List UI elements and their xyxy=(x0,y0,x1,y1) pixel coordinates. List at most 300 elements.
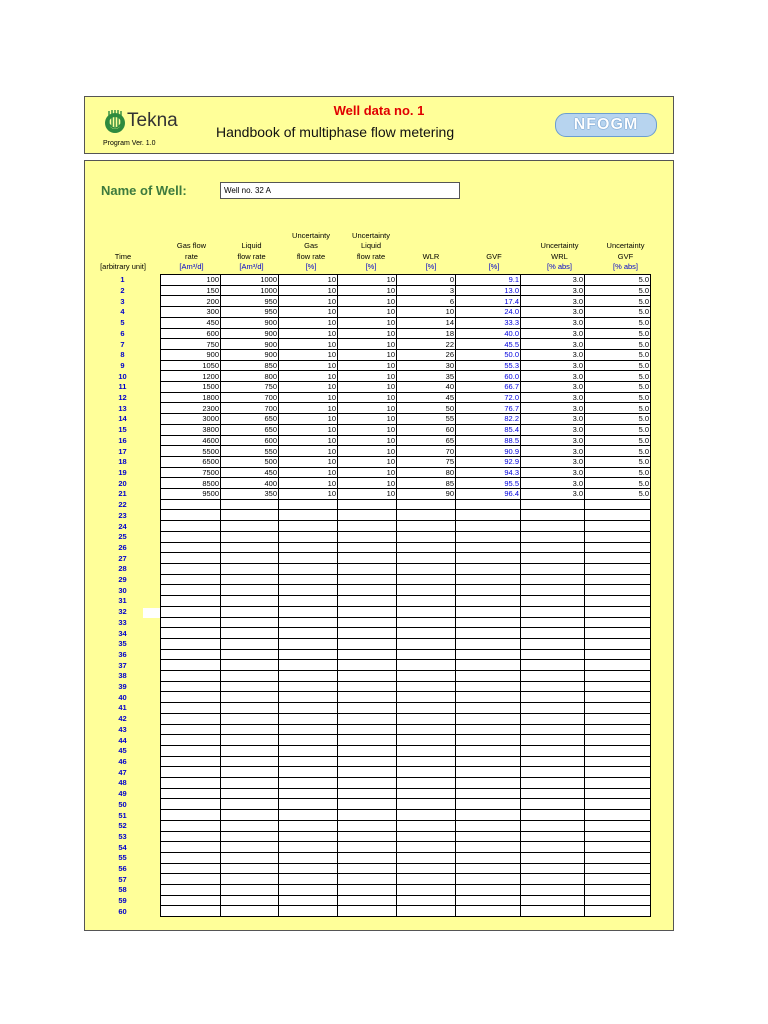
data-cell[interactable] xyxy=(585,606,651,617)
data-cell[interactable] xyxy=(521,638,585,649)
data-cell[interactable] xyxy=(585,895,651,906)
data-cell[interactable] xyxy=(221,671,279,682)
data-cell[interactable] xyxy=(338,820,397,831)
data-cell[interactable]: 3.0 xyxy=(521,360,585,371)
data-cell[interactable] xyxy=(521,735,585,746)
data-cell[interactable]: 55.3 xyxy=(456,360,521,371)
data-cell[interactable]: 35 xyxy=(397,371,456,382)
data-cell[interactable] xyxy=(521,852,585,863)
data-cell[interactable]: 1200 xyxy=(161,371,221,382)
data-cell[interactable] xyxy=(397,756,456,767)
data-cell[interactable] xyxy=(279,649,338,660)
data-cell[interactable] xyxy=(221,499,279,510)
data-cell[interactable]: 5.0 xyxy=(585,467,651,478)
data-cell[interactable] xyxy=(338,563,397,574)
data-cell[interactable]: 40 xyxy=(397,382,456,393)
data-cell[interactable] xyxy=(161,638,221,649)
data-cell[interactable]: 500 xyxy=(221,456,279,467)
data-cell[interactable]: 5.0 xyxy=(585,328,651,339)
data-cell[interactable]: 3.0 xyxy=(521,382,585,393)
data-cell[interactable] xyxy=(521,788,585,799)
data-cell[interactable] xyxy=(221,799,279,810)
data-cell[interactable] xyxy=(221,810,279,821)
data-cell[interactable]: 850 xyxy=(221,360,279,371)
data-cell[interactable] xyxy=(521,863,585,874)
data-cell[interactable] xyxy=(221,510,279,521)
data-cell[interactable]: 3.0 xyxy=(521,456,585,467)
data-cell[interactable]: 10 xyxy=(338,360,397,371)
data-cell[interactable]: 10 xyxy=(279,349,338,360)
data-cell[interactable]: 10 xyxy=(338,392,397,403)
data-cell[interactable] xyxy=(279,724,338,735)
data-cell[interactable] xyxy=(279,499,338,510)
data-cell[interactable] xyxy=(161,778,221,789)
data-cell[interactable] xyxy=(521,553,585,564)
data-cell[interactable]: 5.0 xyxy=(585,285,651,296)
data-cell[interactable] xyxy=(279,906,338,917)
data-cell[interactable]: 650 xyxy=(221,414,279,425)
data-cell[interactable] xyxy=(161,628,221,639)
data-cell[interactable]: 10 xyxy=(338,489,397,500)
data-cell[interactable] xyxy=(279,542,338,553)
data-cell[interactable] xyxy=(221,713,279,724)
data-cell[interactable] xyxy=(279,617,338,628)
data-cell[interactable] xyxy=(338,617,397,628)
data-cell[interactable] xyxy=(521,521,585,532)
data-cell[interactable] xyxy=(585,788,651,799)
data-cell[interactable] xyxy=(397,692,456,703)
data-cell[interactable] xyxy=(585,499,651,510)
data-cell[interactable] xyxy=(221,692,279,703)
data-cell[interactable] xyxy=(521,649,585,660)
data-cell[interactable] xyxy=(456,885,521,896)
data-cell[interactable] xyxy=(521,906,585,917)
data-cell[interactable] xyxy=(456,510,521,521)
data-cell[interactable]: 10 xyxy=(338,285,397,296)
data-cell[interactable] xyxy=(338,606,397,617)
data-cell[interactable] xyxy=(338,756,397,767)
data-cell[interactable] xyxy=(456,692,521,703)
data-cell[interactable]: 450 xyxy=(221,467,279,478)
data-cell[interactable]: 85.4 xyxy=(456,424,521,435)
data-cell[interactable] xyxy=(161,767,221,778)
data-cell[interactable] xyxy=(397,649,456,660)
data-cell[interactable]: 700 xyxy=(221,403,279,414)
data-cell[interactable] xyxy=(279,563,338,574)
data-cell[interactable] xyxy=(397,874,456,885)
data-cell[interactable] xyxy=(521,574,585,585)
data-cell[interactable]: 60 xyxy=(397,424,456,435)
data-cell[interactable] xyxy=(585,724,651,735)
data-cell[interactable] xyxy=(397,713,456,724)
data-cell[interactable] xyxy=(585,638,651,649)
data-cell[interactable] xyxy=(279,735,338,746)
data-cell[interactable] xyxy=(279,852,338,863)
data-cell[interactable]: 3.0 xyxy=(521,424,585,435)
data-cell[interactable] xyxy=(161,596,221,607)
data-cell[interactable]: 60.0 xyxy=(456,371,521,382)
data-cell[interactable]: 150 xyxy=(161,285,221,296)
data-cell[interactable] xyxy=(521,724,585,735)
data-cell[interactable] xyxy=(397,799,456,810)
data-cell[interactable] xyxy=(338,852,397,863)
data-cell[interactable]: 10 xyxy=(279,339,338,350)
data-cell[interactable]: 10 xyxy=(338,424,397,435)
data-cell[interactable] xyxy=(397,596,456,607)
data-cell[interactable] xyxy=(338,863,397,874)
data-cell[interactable] xyxy=(161,895,221,906)
data-cell[interactable] xyxy=(279,596,338,607)
data-cell[interactable] xyxy=(221,756,279,767)
data-cell[interactable]: 13.0 xyxy=(456,285,521,296)
data-cell[interactable] xyxy=(397,788,456,799)
data-cell[interactable]: 600 xyxy=(221,435,279,446)
data-cell[interactable] xyxy=(585,810,651,821)
data-cell[interactable] xyxy=(456,810,521,821)
data-cell[interactable]: 3.0 xyxy=(521,371,585,382)
data-cell[interactable]: 3.0 xyxy=(521,296,585,307)
data-cell[interactable] xyxy=(521,692,585,703)
data-cell[interactable] xyxy=(221,596,279,607)
data-cell[interactable] xyxy=(221,842,279,853)
data-cell[interactable]: 96.4 xyxy=(456,489,521,500)
data-cell[interactable]: 88.5 xyxy=(456,435,521,446)
data-cell[interactable] xyxy=(279,553,338,564)
data-cell[interactable]: 900 xyxy=(161,349,221,360)
data-cell[interactable] xyxy=(161,863,221,874)
well-name-field[interactable]: Well no. 32 A xyxy=(220,182,460,199)
data-cell[interactable] xyxy=(338,510,397,521)
data-cell[interactable] xyxy=(585,660,651,671)
data-cell[interactable] xyxy=(279,638,338,649)
data-cell[interactable] xyxy=(397,778,456,789)
data-cell[interactable]: 75 xyxy=(397,456,456,467)
data-cell[interactable] xyxy=(456,596,521,607)
data-cell[interactable]: 1800 xyxy=(161,392,221,403)
data-cell[interactable] xyxy=(338,638,397,649)
data-cell[interactable] xyxy=(585,885,651,896)
data-cell[interactable] xyxy=(161,885,221,896)
data-cell[interactable]: 10 xyxy=(279,489,338,500)
data-cell[interactable]: 70 xyxy=(397,446,456,457)
data-cell[interactable] xyxy=(397,585,456,596)
data-cell[interactable]: 1500 xyxy=(161,382,221,393)
data-cell[interactable]: 600 xyxy=(161,328,221,339)
data-cell[interactable] xyxy=(456,874,521,885)
data-cell[interactable]: 800 xyxy=(221,371,279,382)
data-cell[interactable] xyxy=(221,703,279,714)
data-cell[interactable] xyxy=(521,660,585,671)
data-cell[interactable] xyxy=(279,842,338,853)
data-cell[interactable] xyxy=(161,703,221,714)
data-cell[interactable] xyxy=(221,863,279,874)
data-cell[interactable] xyxy=(585,553,651,564)
data-cell[interactable] xyxy=(585,628,651,639)
data-cell[interactable] xyxy=(221,617,279,628)
data-cell[interactable] xyxy=(161,617,221,628)
data-cell[interactable]: 5.0 xyxy=(585,392,651,403)
data-cell[interactable]: 10 xyxy=(338,478,397,489)
data-cell[interactable] xyxy=(161,852,221,863)
data-cell[interactable] xyxy=(456,628,521,639)
data-cell[interactable]: 18 xyxy=(397,328,456,339)
data-cell[interactable]: 10 xyxy=(279,424,338,435)
data-cell[interactable] xyxy=(521,820,585,831)
data-cell[interactable] xyxy=(585,874,651,885)
data-cell[interactable] xyxy=(521,756,585,767)
data-cell[interactable] xyxy=(161,671,221,682)
data-cell[interactable]: 5.0 xyxy=(585,339,651,350)
data-cell[interactable]: 5.0 xyxy=(585,446,651,457)
data-cell[interactable] xyxy=(221,574,279,585)
data-cell[interactable] xyxy=(161,510,221,521)
data-cell[interactable] xyxy=(221,885,279,896)
data-cell[interactable]: 33.3 xyxy=(456,317,521,328)
data-cell[interactable] xyxy=(279,606,338,617)
data-cell[interactable] xyxy=(456,499,521,510)
data-cell[interactable] xyxy=(279,692,338,703)
data-cell[interactable] xyxy=(397,724,456,735)
data-cell[interactable] xyxy=(161,649,221,660)
data-cell[interactable] xyxy=(338,703,397,714)
data-cell[interactable] xyxy=(279,767,338,778)
data-cell[interactable] xyxy=(521,831,585,842)
data-cell[interactable] xyxy=(338,692,397,703)
data-cell[interactable] xyxy=(161,563,221,574)
data-cell[interactable]: 45.5 xyxy=(456,339,521,350)
data-cell[interactable] xyxy=(585,906,651,917)
data-cell[interactable] xyxy=(338,542,397,553)
data-cell[interactable] xyxy=(161,724,221,735)
data-cell[interactable] xyxy=(338,499,397,510)
data-cell[interactable] xyxy=(456,617,521,628)
data-cell[interactable] xyxy=(221,874,279,885)
data-cell[interactable]: 10 xyxy=(338,296,397,307)
data-cell[interactable]: 10 xyxy=(397,307,456,318)
data-cell[interactable] xyxy=(279,885,338,896)
data-cell[interactable] xyxy=(521,563,585,574)
data-cell[interactable] xyxy=(221,767,279,778)
data-cell[interactable]: 10 xyxy=(279,307,338,318)
data-cell[interactable]: 6500 xyxy=(161,456,221,467)
data-cell[interactable]: 3.0 xyxy=(521,403,585,414)
data-cell[interactable] xyxy=(397,863,456,874)
data-cell[interactable] xyxy=(397,638,456,649)
data-cell[interactable]: 3.0 xyxy=(521,467,585,478)
data-cell[interactable] xyxy=(161,521,221,532)
data-cell[interactable]: 10 xyxy=(279,403,338,414)
data-cell[interactable] xyxy=(161,692,221,703)
data-cell[interactable] xyxy=(585,585,651,596)
data-cell[interactable] xyxy=(456,799,521,810)
data-cell[interactable]: 45 xyxy=(397,392,456,403)
data-cell[interactable] xyxy=(397,606,456,617)
data-cell[interactable]: 3.0 xyxy=(521,285,585,296)
data-cell[interactable] xyxy=(161,906,221,917)
data-cell[interactable]: 90.9 xyxy=(456,446,521,457)
data-cell[interactable] xyxy=(585,799,651,810)
data-cell[interactable] xyxy=(397,563,456,574)
data-cell[interactable] xyxy=(161,553,221,564)
data-cell[interactable]: 80 xyxy=(397,467,456,478)
data-cell[interactable] xyxy=(279,778,338,789)
data-cell[interactable]: 3.0 xyxy=(521,275,585,286)
data-cell[interactable] xyxy=(338,660,397,671)
data-cell[interactable]: 55 xyxy=(397,414,456,425)
data-cell[interactable]: 900 xyxy=(221,317,279,328)
data-cell[interactable] xyxy=(279,585,338,596)
data-cell[interactable] xyxy=(521,885,585,896)
data-cell[interactable]: 10 xyxy=(279,435,338,446)
data-cell[interactable]: 3.0 xyxy=(521,349,585,360)
data-cell[interactable] xyxy=(456,649,521,660)
data-cell[interactable] xyxy=(456,553,521,564)
data-cell[interactable] xyxy=(397,852,456,863)
data-cell[interactable]: 10 xyxy=(279,317,338,328)
data-cell[interactable]: 10 xyxy=(279,414,338,425)
data-cell[interactable]: 50 xyxy=(397,403,456,414)
data-cell[interactable]: 10 xyxy=(279,296,338,307)
data-cell[interactable] xyxy=(397,553,456,564)
data-cell[interactable] xyxy=(456,563,521,574)
data-cell[interactable]: 3000 xyxy=(161,414,221,425)
data-cell[interactable] xyxy=(221,820,279,831)
data-cell[interactable] xyxy=(521,499,585,510)
data-cell[interactable] xyxy=(279,671,338,682)
data-cell[interactable] xyxy=(279,820,338,831)
data-cell[interactable]: 10 xyxy=(279,285,338,296)
data-cell[interactable]: 900 xyxy=(221,328,279,339)
data-cell[interactable] xyxy=(161,756,221,767)
data-cell[interactable]: 550 xyxy=(221,446,279,457)
data-cell[interactable]: 5.0 xyxy=(585,478,651,489)
data-cell[interactable]: 5.0 xyxy=(585,307,651,318)
data-cell[interactable]: 10 xyxy=(279,446,338,457)
data-cell[interactable]: 10 xyxy=(338,275,397,286)
data-cell[interactable]: 10 xyxy=(338,446,397,457)
data-cell[interactable] xyxy=(585,745,651,756)
data-cell[interactable] xyxy=(279,510,338,521)
data-cell[interactable] xyxy=(279,745,338,756)
data-cell[interactable] xyxy=(161,585,221,596)
data-cell[interactable] xyxy=(279,681,338,692)
data-cell[interactable] xyxy=(338,681,397,692)
data-cell[interactable]: 82.2 xyxy=(456,414,521,425)
data-cell[interactable] xyxy=(338,906,397,917)
data-cell[interactable] xyxy=(521,681,585,692)
data-cell[interactable]: 3.0 xyxy=(521,478,585,489)
data-cell[interactable] xyxy=(397,521,456,532)
data-cell[interactable] xyxy=(338,596,397,607)
data-cell[interactable] xyxy=(338,874,397,885)
data-cell[interactable] xyxy=(456,606,521,617)
data-cell[interactable]: 5.0 xyxy=(585,489,651,500)
data-cell[interactable]: 14 xyxy=(397,317,456,328)
data-cell[interactable] xyxy=(521,531,585,542)
data-cell[interactable] xyxy=(521,810,585,821)
data-cell[interactable]: 750 xyxy=(161,339,221,350)
data-cell[interactable] xyxy=(338,649,397,660)
data-cell[interactable] xyxy=(397,617,456,628)
data-cell[interactable] xyxy=(397,820,456,831)
data-cell[interactable]: 100 xyxy=(161,275,221,286)
data-cell[interactable] xyxy=(161,542,221,553)
data-cell[interactable]: 400 xyxy=(221,478,279,489)
data-cell[interactable]: 3.0 xyxy=(521,317,585,328)
data-cell[interactable]: 10 xyxy=(338,307,397,318)
data-cell[interactable] xyxy=(338,778,397,789)
data-cell[interactable]: 8500 xyxy=(161,478,221,489)
data-cell[interactable] xyxy=(221,521,279,532)
data-cell[interactable]: 5.0 xyxy=(585,435,651,446)
data-cell[interactable] xyxy=(221,852,279,863)
data-cell[interactable] xyxy=(397,767,456,778)
data-cell[interactable] xyxy=(338,521,397,532)
data-cell[interactable] xyxy=(221,724,279,735)
data-cell[interactable] xyxy=(161,831,221,842)
data-cell[interactable] xyxy=(397,885,456,896)
data-cell[interactable] xyxy=(279,810,338,821)
data-cell[interactable] xyxy=(161,681,221,692)
data-cell[interactable] xyxy=(397,681,456,692)
data-cell[interactable]: 94.3 xyxy=(456,467,521,478)
data-cell[interactable]: 3.0 xyxy=(521,328,585,339)
data-cell[interactable] xyxy=(221,788,279,799)
data-cell[interactable] xyxy=(521,799,585,810)
data-cell[interactable] xyxy=(338,671,397,682)
data-cell[interactable] xyxy=(456,788,521,799)
data-cell[interactable]: 10 xyxy=(338,414,397,425)
data-cell[interactable] xyxy=(521,585,585,596)
data-cell[interactable] xyxy=(279,531,338,542)
data-cell[interactable]: 5.0 xyxy=(585,403,651,414)
data-cell[interactable] xyxy=(221,906,279,917)
data-cell[interactable] xyxy=(221,542,279,553)
data-cell[interactable] xyxy=(397,542,456,553)
data-cell[interactable] xyxy=(456,638,521,649)
data-cell[interactable] xyxy=(397,510,456,521)
data-cell[interactable] xyxy=(521,767,585,778)
data-cell[interactable] xyxy=(456,713,521,724)
data-cell[interactable]: 3.0 xyxy=(521,446,585,457)
data-cell[interactable] xyxy=(161,788,221,799)
data-cell[interactable] xyxy=(585,510,651,521)
data-cell[interactable] xyxy=(221,628,279,639)
data-cell[interactable] xyxy=(221,745,279,756)
data-cell[interactable] xyxy=(279,788,338,799)
data-cell[interactable] xyxy=(338,810,397,821)
data-cell[interactable] xyxy=(221,606,279,617)
data-cell[interactable]: 10 xyxy=(279,392,338,403)
data-cell[interactable]: 9.1 xyxy=(456,275,521,286)
data-cell[interactable] xyxy=(161,606,221,617)
data-cell[interactable] xyxy=(338,574,397,585)
data-cell[interactable] xyxy=(338,628,397,639)
data-cell[interactable] xyxy=(456,863,521,874)
data-cell[interactable]: 10 xyxy=(338,382,397,393)
data-cell[interactable] xyxy=(397,531,456,542)
data-cell[interactable] xyxy=(221,735,279,746)
data-cell[interactable] xyxy=(585,852,651,863)
data-cell[interactable] xyxy=(585,735,651,746)
data-cell[interactable] xyxy=(456,735,521,746)
data-cell[interactable]: 5.0 xyxy=(585,424,651,435)
data-cell[interactable] xyxy=(585,542,651,553)
data-cell[interactable] xyxy=(161,574,221,585)
data-cell[interactable]: 72.0 xyxy=(456,392,521,403)
data-cell[interactable] xyxy=(456,724,521,735)
data-cell[interactable] xyxy=(397,906,456,917)
